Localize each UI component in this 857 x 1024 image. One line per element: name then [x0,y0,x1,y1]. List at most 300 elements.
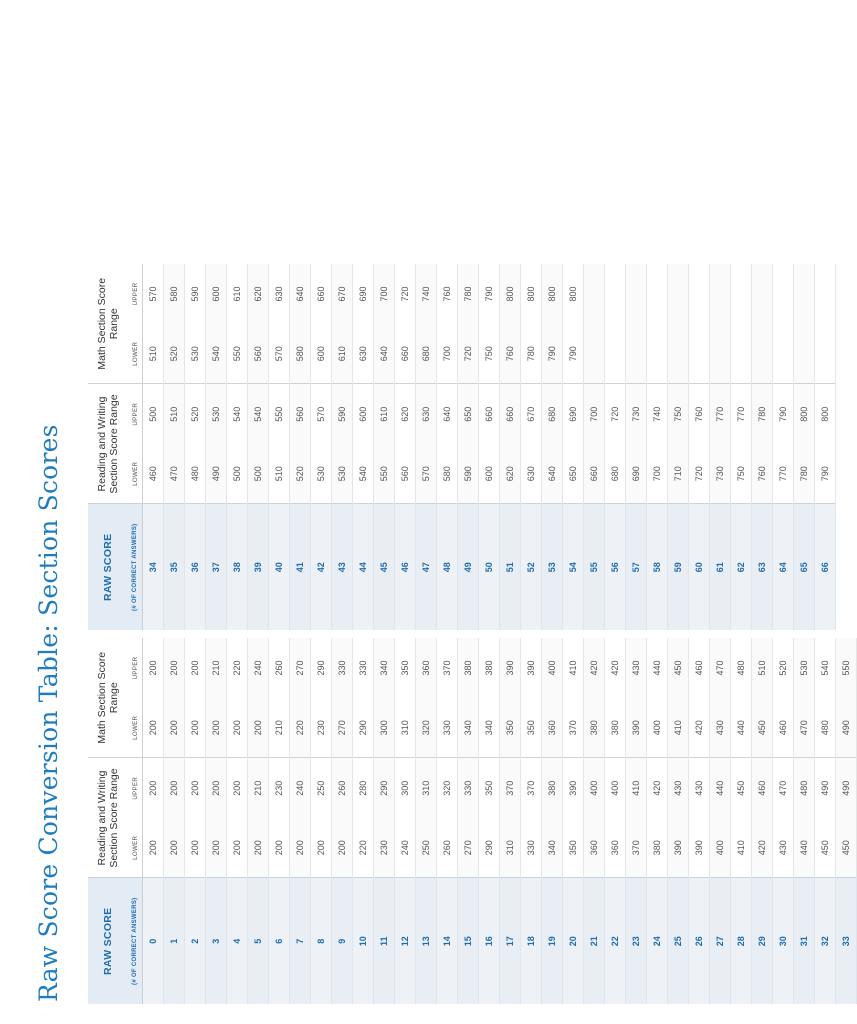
table-row [437,638,458,1004]
raw-score-cell: 61 [710,504,731,630]
math-upper-cell: 780 [458,264,479,324]
rw-upper-cell: 390 [563,758,584,818]
raw-score-header: RAW SCORE [88,878,128,1004]
table-row [521,638,542,1004]
rw-upper-cell: 540 [248,384,269,444]
math-lower-cell: 200 [206,698,227,758]
math-upper-cell: 800 [542,264,563,324]
rw-lower-cell: 200 [143,818,164,878]
rw-lower-header: LOWER [128,818,143,878]
math-lower-cell [605,324,626,384]
math-lower-cell: 380 [584,698,605,758]
math-upper-cell: 530 [794,638,815,698]
rw-lower-cell: 590 [458,444,479,504]
rw-lower-cell: 360 [584,818,605,878]
raw-score-cell: 30 [773,878,794,1004]
table-row [437,264,458,630]
math-upper-cell: 330 [332,638,353,698]
rw-upper-cell: 460 [752,758,773,818]
math-upper-cell: 790 [479,264,500,324]
table-row [647,638,668,1004]
raw-score-cell: 38 [227,504,248,630]
math-lower-cell: 330 [437,698,458,758]
raw-score-cell: 6 [269,878,290,1004]
raw-score-cell: 51 [500,504,521,630]
rw-lower-cell: 200 [248,818,269,878]
math-lower-cell: 350 [500,698,521,758]
rw-lower-cell: 370 [626,818,647,878]
math-lower-cell: 350 [521,698,542,758]
rw-lower-cell: 540 [353,444,374,504]
table-row [752,638,773,1004]
math-lower-cell: 290 [353,698,374,758]
math-upper-cell: 700 [374,264,395,324]
raw-score-cell: 3 [206,878,227,1004]
table-row [500,638,521,1004]
table-row [416,264,437,630]
math-header: Math Section Score Range [96,651,120,744]
math-upper-cell: 800 [500,264,521,324]
math-lower-cell: 530 [185,324,206,384]
rw-upper-cell: 410 [626,758,647,818]
rw-lower-cell: 340 [542,818,563,878]
raw-score-cell: 39 [248,504,269,630]
raw-score-cell: 31 [794,878,815,1004]
raw-score-cell: 25 [668,878,689,1004]
rw-upper-cell: 370 [500,758,521,818]
rw-upper-cell: 560 [290,384,311,444]
table-row [815,638,836,1004]
math-upper-cell [647,264,668,324]
raw-score-cell: 35 [164,504,185,630]
math-lower-header: LOWER [128,324,143,384]
math-lower-cell: 400 [647,698,668,758]
rw-upper-cell: 720 [605,384,626,444]
rw-lower-cell: 640 [542,444,563,504]
math-upper-cell: 430 [626,638,647,698]
table-row [269,638,290,1004]
table-row [563,264,584,630]
math-upper-header: UPPER [128,638,143,698]
rw-lower-cell: 270 [458,818,479,878]
table-row [353,638,374,1004]
raw-score-cell: 29 [752,878,773,1004]
math-lower-cell: 200 [143,698,164,758]
raw-score-cell: 2 [185,878,206,1004]
rw-lower-cell: 290 [479,818,500,878]
rw-lower-cell: 490 [206,444,227,504]
math-lower-cell [794,324,815,384]
math-lower-cell: 450 [752,698,773,758]
rw-lower-cell: 440 [794,818,815,878]
rw-lower-cell: 220 [353,818,374,878]
rw-upper-cell: 210 [248,758,269,818]
table-row [479,638,500,1004]
raw-score-cell: 57 [626,504,647,630]
raw-score-cell: 14 [437,878,458,1004]
table-row [311,264,332,630]
rw-lower-cell: 200 [311,818,332,878]
math-lower-cell: 580 [290,324,311,384]
rw-upper-cell: 680 [542,384,563,444]
math-lower-cell [710,324,731,384]
rw-upper-cell: 200 [164,758,185,818]
math-upper-cell: 660 [311,264,332,324]
rw-lower-cell: 200 [206,818,227,878]
math-upper-cell [584,264,605,324]
math-upper-cell: 450 [668,638,689,698]
rw-upper-cell: 470 [773,758,794,818]
table-row [689,264,710,630]
math-lower-cell [584,324,605,384]
math-upper-cell [815,264,836,324]
rw-lower-cell: 650 [563,444,584,504]
rw-upper-cell: 790 [773,384,794,444]
math-upper-cell: 380 [458,638,479,698]
math-lower-cell: 630 [353,324,374,384]
table-row [773,264,794,630]
table-row [542,638,563,1004]
raw-score-cell: 63 [752,504,773,630]
table-row [668,638,689,1004]
math-upper-cell: 200 [164,638,185,698]
rw-upper-cell: 480 [794,758,815,818]
table-row [731,638,752,1004]
rw-lower-cell: 200 [164,818,185,878]
rw-lower-cell: 240 [395,818,416,878]
math-lower-cell: 550 [227,324,248,384]
math-lower-cell: 310 [395,698,416,758]
raw-score-cell: 22 [605,878,626,1004]
rw-lower-cell: 620 [500,444,521,504]
table-row [311,638,332,1004]
raw-score-cell: 47 [416,504,437,630]
rw-upper-cell: 380 [542,758,563,818]
raw-score-cell: 15 [458,878,479,1004]
rw-upper-cell: 300 [395,758,416,818]
raw-score-cell: 34 [143,504,164,630]
math-lower-cell: 790 [542,324,563,384]
rw-upper-cell: 350 [479,758,500,818]
math-upper-cell: 200 [143,638,164,698]
raw-score-cell: 54 [563,504,584,630]
math-lower-cell: 790 [563,324,584,384]
rw-lower-cell: 690 [626,444,647,504]
math-upper-cell: 460 [689,638,710,698]
raw-score-cell: 23 [626,878,647,1004]
table-row [164,264,185,630]
reading-writing-header: Reading and Writing Section Score Range [88,758,128,878]
rw-lower-cell: 550 [374,444,395,504]
math-lower-cell: 200 [227,698,248,758]
math-lower-cell: 570 [269,324,290,384]
math-lower-cell: 420 [689,698,710,758]
math-upper-cell: 220 [227,638,248,698]
rw-lower-cell: 250 [416,818,437,878]
math-upper-cell: 400 [542,638,563,698]
table-row [185,264,206,630]
rw-lower-cell: 400 [710,818,731,878]
table-row [479,264,500,630]
conversion-table-right [88,264,836,630]
math-upper-cell [626,264,647,324]
rw-upper-cell: 760 [689,384,710,444]
rw-upper-cell: 550 [269,384,290,444]
math-upper-cell [710,264,731,324]
rw-lower-cell: 360 [605,818,626,878]
table-row [500,264,521,630]
math-lower-cell: 210 [269,698,290,758]
table-row [290,638,311,1004]
math-upper-cell: 510 [752,638,773,698]
rw-lower-cell: 530 [332,444,353,504]
rw-upper-cell: 780 [752,384,773,444]
raw-score-cell: 7 [290,878,311,1004]
math-lower-cell: 440 [731,698,752,758]
raw-score-cell: 66 [815,504,836,630]
raw-score-subheader: (# OF CORRECT ANSWERS) [128,878,143,1004]
table-row [395,638,416,1004]
rw-lower-cell: 390 [668,818,689,878]
rw-lower-cell: 630 [521,444,542,504]
rw-lower-cell: 500 [248,444,269,504]
math-lower-cell: 270 [332,698,353,758]
rw-upper-cell: 770 [731,384,752,444]
table-row [626,264,647,630]
raw-score-header: RAW SCORE [88,504,128,630]
math-upper-cell: 600 [206,264,227,324]
rw-upper-cell: 700 [584,384,605,444]
math-lower-cell: 560 [248,324,269,384]
math-lower-cell: 780 [521,324,542,384]
math-upper-cell: 420 [605,638,626,698]
math-upper-cell: 590 [185,264,206,324]
rw-lower-cell: 580 [437,444,458,504]
math-lower-cell: 300 [374,698,395,758]
rw-lower-cell: 500 [227,444,248,504]
math-lower-cell [689,324,710,384]
rw-upper-cell: 440 [710,758,731,818]
math-lower-cell: 320 [416,698,437,758]
rw-lower-cell: 200 [185,818,206,878]
math-lower-cell: 360 [542,698,563,758]
rw-upper-cell: 660 [479,384,500,444]
rw-upper-header: UPPER [128,384,143,444]
math-lower-cell: 540 [206,324,227,384]
math-lower-cell: 200 [185,698,206,758]
raw-score-cell: 40 [269,504,290,630]
math-lower-cell: 600 [311,324,332,384]
table-row [731,264,752,630]
raw-score-cell: 20 [563,878,584,1004]
table-row [395,264,416,630]
math-lower-cell: 660 [395,324,416,384]
rw-upper-cell: 510 [164,384,185,444]
math-lower-cell [626,324,647,384]
rw-lower-cell: 570 [416,444,437,504]
raw-score-cell: 27 [710,878,731,1004]
rw-lower-cell: 390 [689,818,710,878]
table-row [794,638,815,1004]
table-row [290,264,311,630]
math-upper-cell [668,264,689,324]
rw-lower-cell: 350 [563,818,584,878]
rw-lower-cell: 720 [689,444,710,504]
math-lower-cell: 720 [458,324,479,384]
rw-upper-cell: 280 [353,758,374,818]
table-row [752,264,773,630]
rw-upper-cell: 250 [311,758,332,818]
table-row [227,264,248,630]
rw-lower-cell: 700 [647,444,668,504]
math-lower-cell [815,324,836,384]
math-upper-cell: 410 [563,638,584,698]
tables-container [88,4,857,1004]
rw-upper-cell: 620 [395,384,416,444]
table-body-left [143,638,857,1004]
table-row [143,638,164,1004]
rw-upper-cell: 800 [815,384,836,444]
rw-upper-cell: 400 [605,758,626,818]
math-upper-cell: 200 [185,638,206,698]
rw-lower-cell: 760 [752,444,773,504]
rw-upper-cell: 450 [731,758,752,818]
rw-upper-cell: 630 [416,384,437,444]
rw-lower-cell: 420 [752,818,773,878]
rw-upper-cell: 320 [437,758,458,818]
raw-score-cell: 58 [647,504,668,630]
raw-score-cell: 49 [458,504,479,630]
rw-lower-cell: 480 [185,444,206,504]
rw-upper-cell: 400 [584,758,605,818]
math-upper-cell: 640 [290,264,311,324]
rw-lower-cell: 600 [479,444,500,504]
rw-lower-cell: 380 [647,818,668,878]
math-upper-cell: 610 [227,264,248,324]
math-lower-cell [731,324,752,384]
table-row [794,264,815,630]
math-upper-cell: 390 [500,638,521,698]
raw-score-cell: 42 [311,504,332,630]
math-header: Math Section Score Range [96,277,120,370]
raw-score-subheader: (# OF CORRECT ANSWERS) [128,504,143,630]
math-upper-cell: 440 [647,638,668,698]
math-lower-cell: 750 [479,324,500,384]
rw-upper-cell: 500 [143,384,164,444]
table-row [458,638,479,1004]
raw-score-cell: 52 [521,504,542,630]
math-lower-cell [773,324,794,384]
rw-upper-cell: 200 [185,758,206,818]
math-upper-cell: 470 [710,638,731,698]
math-upper-header: UPPER [128,264,143,324]
math-upper-cell: 350 [395,638,416,698]
raw-score-cell: 17 [500,878,521,1004]
math-upper-cell: 740 [416,264,437,324]
raw-score-cell: 41 [290,504,311,630]
table-row [605,638,626,1004]
rw-upper-cell: 730 [626,384,647,444]
rw-lower-cell: 200 [227,818,248,878]
math-lower-cell: 200 [248,698,269,758]
rw-lower-cell: 530 [311,444,332,504]
rw-upper-cell: 260 [332,758,353,818]
math-upper-cell: 210 [206,638,227,698]
rw-lower-cell: 330 [521,818,542,878]
rw-upper-cell: 200 [227,758,248,818]
math-lower-cell: 380 [605,698,626,758]
math-upper-cell: 330 [353,638,374,698]
rw-lower-cell: 750 [731,444,752,504]
rw-lower-cell: 730 [710,444,731,504]
rw-lower-cell: 470 [164,444,185,504]
raw-score-cell: 60 [689,504,710,630]
math-upper-cell [605,264,626,324]
rw-lower-cell: 310 [500,818,521,878]
math-lower-cell: 520 [164,324,185,384]
raw-score-cell: 46 [395,504,416,630]
rw-lower-cell: 230 [374,818,395,878]
rw-lower-cell: 680 [605,444,626,504]
table-row [206,264,227,630]
raw-score-cell: 64 [773,504,794,630]
math-upper-cell: 690 [353,264,374,324]
table-row [836,638,857,1004]
table-row [248,264,269,630]
raw-score-cell: 36 [185,504,206,630]
math-upper-cell: 380 [479,638,500,698]
raw-score-cell: 0 [143,878,164,1004]
rw-upper-cell: 430 [668,758,689,818]
raw-score-cell: 12 [395,878,416,1004]
raw-score-cell: 37 [206,504,227,630]
math-lower-cell [668,324,689,384]
rw-upper-cell: 490 [815,758,836,818]
math-lower-cell: 680 [416,324,437,384]
raw-score-cell: 33 [836,878,857,1004]
rw-upper-cell: 290 [374,758,395,818]
math-upper-cell [731,264,752,324]
math-upper-cell: 370 [437,638,458,698]
rw-lower-cell: 560 [395,444,416,504]
rw-upper-cell: 610 [374,384,395,444]
raw-score-cell: 1 [164,878,185,1004]
math-upper-cell: 540 [815,638,836,698]
rw-upper-cell: 660 [500,384,521,444]
math-lower-cell: 410 [668,698,689,758]
math-lower-cell: 460 [773,698,794,758]
math-lower-cell: 200 [164,698,185,758]
math-upper-cell [689,264,710,324]
rw-upper-cell: 370 [521,758,542,818]
math-lower-cell: 700 [437,324,458,384]
math-upper-cell: 760 [437,264,458,324]
math-lower-cell: 340 [458,698,479,758]
raw-score-cell: 56 [605,504,626,630]
raw-score-cell: 11 [374,878,395,1004]
math-lower-cell: 340 [479,698,500,758]
rw-upper-cell: 740 [647,384,668,444]
table-row [374,638,395,1004]
rw-upper-cell: 530 [206,384,227,444]
rw-upper-cell: 230 [269,758,290,818]
math-lower-cell [647,324,668,384]
math-lower-cell [752,324,773,384]
raw-score-cell: 59 [668,504,689,630]
table-row [164,638,185,1004]
rw-lower-cell: 430 [773,818,794,878]
raw-score-cell: 50 [479,504,500,630]
